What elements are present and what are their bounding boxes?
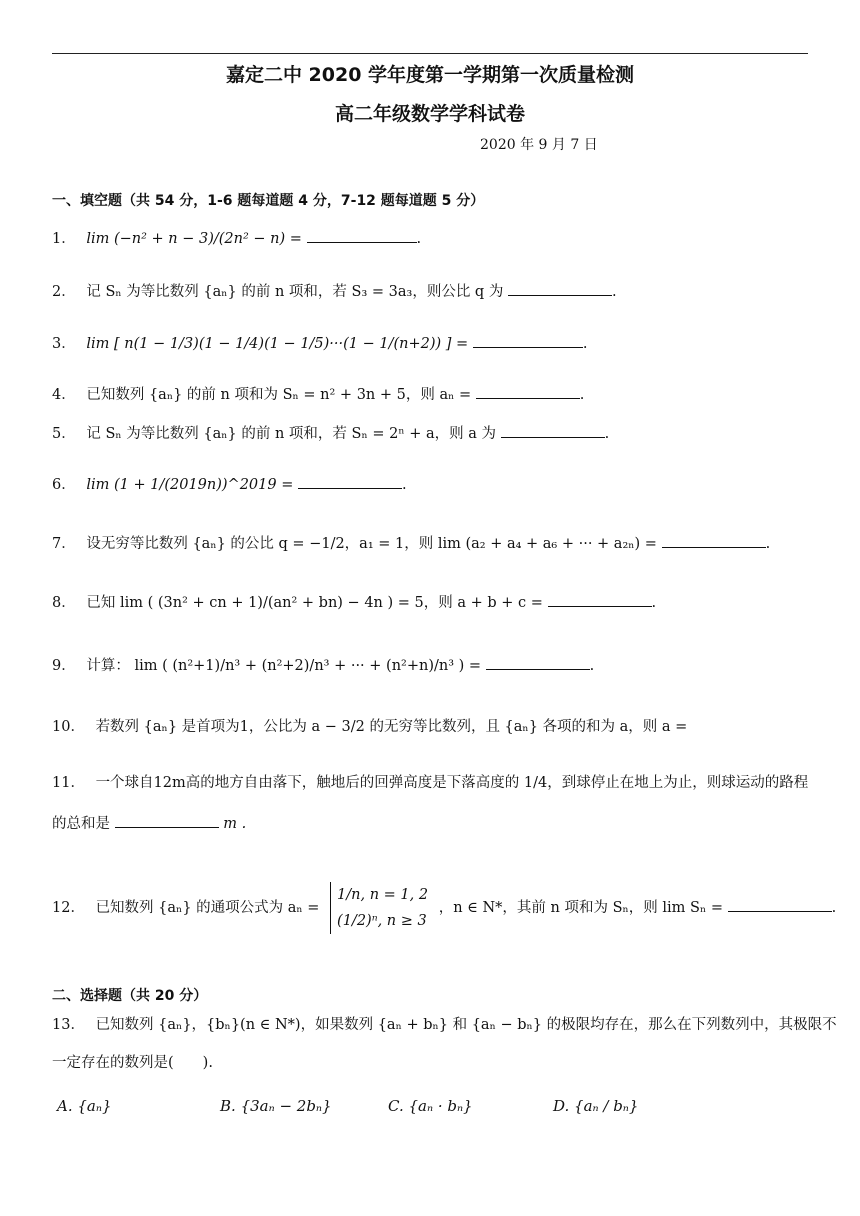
question-12: 12． 已知数列 {aₙ} 的通项公式为 aₙ = 1/n, n = 1, 2 (1/2)ⁿ, n ≥ 3 ，n ∈ N*，其前 n 项和为 Sₙ，则 lim Sₙ = . [52, 882, 812, 934]
answer-blank[interactable] [728, 897, 832, 912]
question-11-line2: 的总和是 m . [52, 813, 812, 835]
question-13-line2: 一定存在的数列是( ). [52, 1055, 213, 1071]
exam-subtitle: 高二年级数学学科试卷 [334, 103, 525, 125]
question-9: 9． 计算： lim ( (n²+1)/n³ + (n²+2)/n³ + ··· + (n²+n)/n³ ) = . [52, 655, 812, 677]
option-a[interactable]: A. {aₙ} [57, 1097, 112, 1115]
answer-blank[interactable] [476, 384, 580, 399]
option-b[interactable]: B. {3aₙ − 2bₙ} [220, 1097, 332, 1115]
answer-blank[interactable] [115, 813, 219, 828]
question-6-text: lim (1 + 1/(2019n))^2019 = [86, 477, 294, 493]
question-3: 3． lim [ n(1 − 1/3)(1 − 1/4)(1 − 1/5)···(1 − 1/(n+2)) ] = . [52, 333, 812, 355]
answer-blank[interactable] [501, 423, 605, 438]
question-13-text: 已知数列 {aₙ}，{bₙ}(n ∈ N*)，如果数列 {aₙ + bₙ} 和 {aₙ − bₙ} 的极限均存在，那么在下列数列中，其极限不 [95, 1017, 837, 1033]
question-5-text: 记 Sₙ 为等比数列 {aₙ} 的前 n 项和，若 Sₙ = 2ⁿ + a，则 a 为 [86, 426, 496, 442]
answer-blank[interactable] [508, 281, 612, 296]
question-4: 4． 已知数列 {aₙ} 的前 n 项和为 Sₙ = n² + 3n + 5，则 aₙ = . [52, 384, 812, 406]
question-7: 7． 设无穷等比数列 {aₙ} 的公比 q = −1/2，a₁ = 1，则 lim (a₂ + a₄ + a₆ + ··· + a₂ₙ) = . [52, 533, 812, 555]
question-11-text: 一个球自12m高的地方自由落下，触地后的回弹高度是下落高度的 1/4，到球停止在地上为止，则球运动的路程 [95, 775, 809, 791]
question-9-text: 计算： lim ( (n²+1)/n³ + (n²+2)/n³ + ··· + (n²+n)/n³ ) = [86, 658, 482, 674]
top-rule [52, 53, 808, 54]
question-8: 8． 已知 lim ( (3n² + cn + 1)/(an² + bn) − 4n ) = 5，则 a + b + c = . [52, 592, 812, 614]
question-2: 2． 记 Sₙ 为等比数列 {aₙ} 的前 n 项和，若 S₃ = 3a₃，则公比 q 为 . [52, 281, 812, 303]
answer-blank[interactable] [548, 592, 652, 607]
section1-heading: 一、填空题（共 54 分，1-6 题每道题 4 分，7-12 题每道题 5 分） [52, 193, 485, 209]
section2-heading: 二、选择题（共 20 分） [52, 988, 208, 1004]
question-1: 1． lim (−n² + n − 3)/(2n² − n) = . [52, 228, 812, 250]
question-3-text: lim [ n(1 − 1/3)(1 − 1/4)(1 − 1/5)···(1 − 1/(n+2)) ] = [86, 336, 469, 352]
question-7-text: 设无穷等比数列 {aₙ} 的公比 q = −1/2，a₁ = 1，则 lim (a₂ + a₄ + a₆ + ··· + a₂ₙ) = [86, 536, 657, 552]
exam-date: 2020 年 9 月 7 日 [480, 137, 598, 153]
answer-blank[interactable] [298, 474, 402, 489]
question-4-text: 已知数列 {aₙ} 的前 n 项和为 Sₙ = n² + 3n + 5，则 aₙ = [86, 387, 472, 403]
question-13: 13． 已知数列 {aₙ}，{bₙ}(n ∈ N*)，如果数列 {aₙ + bₙ} 和 {aₙ − bₙ} 的极限均存在，那么在下列数列中，其极限不 [52, 1017, 837, 1033]
question-6: 6． lim (1 + 1/(2019n))^2019 = . [52, 474, 812, 496]
question-1-text: lim (−n² + n − 3)/(2n² − n) = [86, 231, 302, 247]
question-8-text: 已知 lim ( (3n² + cn + 1)/(an² + bn) − 4n ) = 5，则 a + b + c = [86, 595, 543, 611]
question-10: 10． 若数列 {aₙ} 是首项为1，公比为 a − 3/2 的无穷等比数列，且 {aₙ} 各项的和为 a，则 a = [52, 719, 688, 735]
exam-title: 嘉定二中 2020 学年度第一学期第一次质量检测 [225, 64, 635, 86]
answer-blank[interactable] [486, 655, 590, 670]
question-2-text: 记 Sₙ 为等比数列 {aₙ} 的前 n 项和，若 S₃ = 3a₃，则公比 q 为 [86, 284, 504, 300]
question-5: 5． 记 Sₙ 为等比数列 {aₙ} 的前 n 项和，若 Sₙ = 2ⁿ + a，则 a 为 . [52, 423, 812, 445]
question-11: 11． 一个球自12m高的地方自由落下，触地后的回弹高度是下落高度的 1/4，到球停止在地上为止，则球运动的路程 [52, 775, 809, 791]
answer-blank[interactable] [473, 333, 583, 348]
option-c[interactable]: C. {aₙ · bₙ} [388, 1097, 473, 1115]
answer-blank[interactable] [662, 533, 766, 548]
piecewise-cases: 1/n, n = 1, 2 (1/2)ⁿ, n ≥ 3 [330, 882, 428, 934]
option-d[interactable]: D. {aₙ / bₙ} [553, 1097, 639, 1115]
answer-blank[interactable] [307, 228, 417, 243]
question-12-text: 已知数列 {aₙ} 的通项公式为 aₙ = [95, 900, 320, 916]
question-10-text: 若数列 {aₙ} 是首项为1，公比为 a − 3/2 的无穷等比数列，且 {aₙ} 各项的和为 a，则 a = [95, 719, 688, 735]
